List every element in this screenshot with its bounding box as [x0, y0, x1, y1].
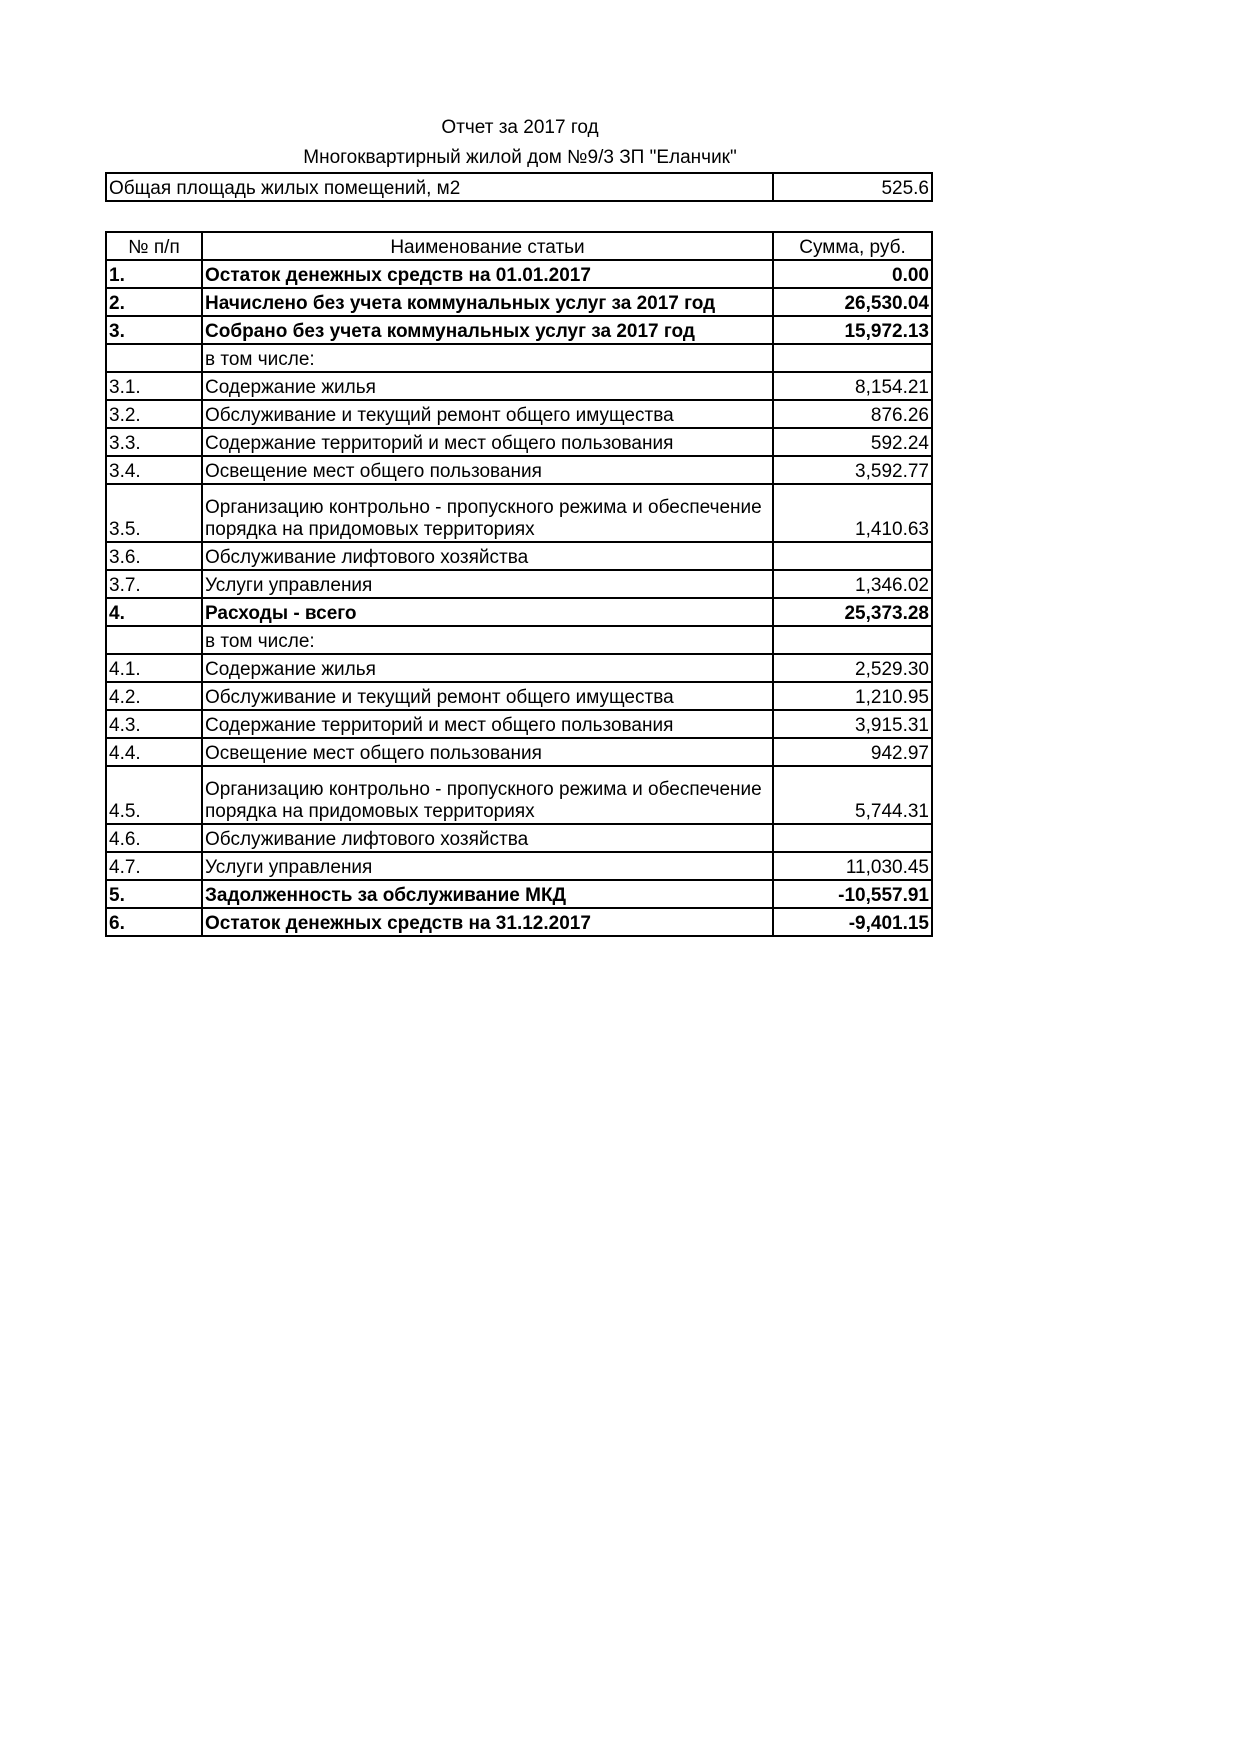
- table-row: [106, 344, 932, 372]
- row-sum: [773, 542, 932, 570]
- row-num: 3.2.: [106, 400, 202, 428]
- row-num: 4.4.: [106, 738, 202, 766]
- row-sum: 5,744.31: [773, 766, 932, 824]
- row-num: 3.5.: [106, 484, 202, 542]
- table-row: [106, 288, 932, 316]
- row-sum: -10,557.91: [773, 880, 932, 908]
- row-num: 4.5.: [106, 766, 202, 824]
- row-name: Услуги управления: [202, 570, 773, 598]
- table-row: [106, 598, 932, 626]
- table-row: [106, 456, 932, 484]
- row-num: [106, 344, 202, 372]
- table-row: [106, 654, 932, 682]
- row-name: Содержание территорий и мест общего пользования: [202, 428, 773, 456]
- row-num: 3.6.: [106, 542, 202, 570]
- table-row: [106, 710, 932, 738]
- area-table: [105, 172, 933, 202]
- table-row: [106, 484, 932, 542]
- row-sum: 3,915.31: [773, 710, 932, 738]
- row-name: Собрано без учета коммунальных услуг за 2017 год: [202, 316, 773, 344]
- row-sum: 1,346.02: [773, 570, 932, 598]
- table-row: [106, 682, 932, 710]
- area-row: [106, 173, 932, 201]
- row-sum: 11,030.45: [773, 852, 932, 880]
- row-num: [106, 626, 202, 654]
- area-value: 525.6: [773, 173, 932, 201]
- row-sum: 25,373.28: [773, 598, 932, 626]
- row-sum: 876.26: [773, 400, 932, 428]
- area-label: Общая площадь жилых помещений, м2: [106, 173, 773, 201]
- row-name: Обслуживание и текущий ремонт общего имущества: [202, 682, 773, 710]
- row-name: Освещение мест общего пользования: [202, 738, 773, 766]
- row-sum: 26,530.04: [773, 288, 932, 316]
- row-num: 3.: [106, 316, 202, 344]
- table-header-row: [106, 232, 932, 260]
- row-sum: -9,401.15: [773, 908, 932, 936]
- row-sum: [773, 626, 932, 654]
- table-row: [106, 542, 932, 570]
- header-num: № п/п: [106, 232, 202, 260]
- table-row: [106, 316, 932, 344]
- row-num: 2.: [106, 288, 202, 316]
- row-num: 3.7.: [106, 570, 202, 598]
- row-sum: [773, 344, 932, 372]
- row-num: 5.: [106, 880, 202, 908]
- row-sum: 3,592.77: [773, 456, 932, 484]
- row-sum: 8,154.21: [773, 372, 932, 400]
- header-sum: Сумма, руб.: [773, 232, 932, 260]
- row-name: Освещение мест общего пользования: [202, 456, 773, 484]
- row-num: 4.1.: [106, 654, 202, 682]
- report-table: [105, 231, 933, 937]
- row-num: 4.7.: [106, 852, 202, 880]
- table-row: [106, 908, 932, 936]
- row-name: Содержание территорий и мест общего пользования: [202, 710, 773, 738]
- row-num: 4.2.: [106, 682, 202, 710]
- row-num: 3.1.: [106, 372, 202, 400]
- table-row: [106, 852, 932, 880]
- table-row: [106, 766, 932, 824]
- row-num: 3.3.: [106, 428, 202, 456]
- row-num: 4.: [106, 598, 202, 626]
- row-num: 4.3.: [106, 710, 202, 738]
- row-sum: 942.97: [773, 738, 932, 766]
- row-name: Содержание жилья: [202, 654, 773, 682]
- row-name: Расходы - всего: [202, 598, 773, 626]
- row-name: в том числе:: [202, 344, 773, 372]
- report-subtitle: Многоквартирный жилой дом №9/3 ЗП "Еланчик": [303, 147, 737, 168]
- row-name: Начислено без учета коммунальных услуг за 2017 год: [202, 288, 773, 316]
- table-row: [106, 738, 932, 766]
- row-num: 4.6.: [106, 824, 202, 852]
- table-row: [106, 824, 932, 852]
- row-sum: 592.24: [773, 428, 932, 456]
- table-row: [106, 570, 932, 598]
- row-name: Организацию контрольно - пропускного режима и обеспечение порядка на придомовых территориях: [202, 484, 773, 542]
- report-title: Отчет за 2017 год: [441, 117, 599, 138]
- row-name: Обслуживание и текущий ремонт общего имущества: [202, 400, 773, 428]
- table-row: [106, 626, 932, 654]
- table-row: [106, 400, 932, 428]
- row-sum: 0.00: [773, 260, 932, 288]
- row-sum: 1,210.95: [773, 682, 932, 710]
- row-num: 1.: [106, 260, 202, 288]
- row-name: Услуги управления: [202, 852, 773, 880]
- table-row: [106, 880, 932, 908]
- row-name: Остаток денежных средств на 01.01.2017: [202, 260, 773, 288]
- row-sum: [773, 824, 932, 852]
- row-name: Задолженность за обслуживание МКД: [202, 880, 773, 908]
- row-name: Организацию контрольно - пропускного режима и обеспечение порядка на придомовых территориях: [202, 766, 773, 824]
- row-num: 6.: [106, 908, 202, 936]
- row-num: 3.4.: [106, 456, 202, 484]
- row-sum: 15,972.13: [773, 316, 932, 344]
- header-name: Наименование статьи: [202, 232, 773, 260]
- row-sum: 2,529.30: [773, 654, 932, 682]
- row-name: в том числе:: [202, 626, 773, 654]
- row-name: Остаток денежных средств на 31.12.2017: [202, 908, 773, 936]
- table-row: [106, 372, 932, 400]
- row-name: Обслуживание лифтового хозяйства: [202, 542, 773, 570]
- row-name: Обслуживание лифтового хозяйства: [202, 824, 773, 852]
- row-sum: 1,410.63: [773, 484, 932, 542]
- table-row: [106, 260, 932, 288]
- table-row: [106, 428, 932, 456]
- row-name: Содержание жилья: [202, 372, 773, 400]
